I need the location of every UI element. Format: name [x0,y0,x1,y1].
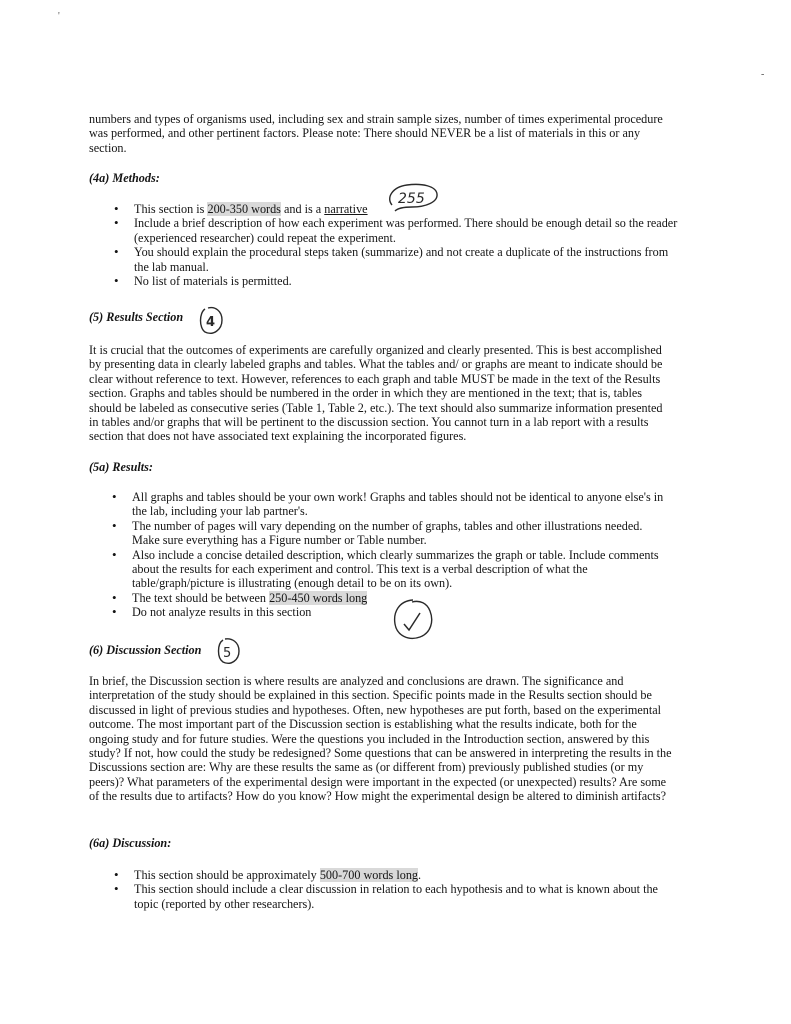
methods-bullet-3: • You should explain the procedural steps taken (summarize) and not create a duplicate of the instructions from the lab manual. [114,245,679,274]
results-bullet-1: • All graphs and tables should be your own work! Graphs and tables should not be identical to anyone else's in the lab, including your lab partner's. [112,490,667,519]
scan-speck: ' [58,11,60,22]
methods-bullet-list [114,202,679,288]
results-section-paragraph: It is crucial that the outcomes of experiments are carefully organized and clearly presented. This is best accomplished by presenting data in clearly labeled graphs and tables. What the tables and/ or graphs are meant to indicate should be clear without reference to text. However, references to each graph and table MUST be made in the text of the Results section. Graphs and tables should be numbered in the order in which they are mentioned in the text; that is, tables should be labeled as consecutive series (Table 1, Table 2, etc.). The text should also summarize information presented in tables and/or graphs that will be pertinent to the discussion section. You cannot turn in a lab report with a results section that does not have associated text explaining the incorporated figures. [89,343,663,444]
handwritten-5-annotation [214,636,242,666]
discussion-bullet-list [114,868,674,911]
methods-heading: (4a) Methods: [89,171,160,185]
handwritten-checkmark-circle [390,597,436,643]
results-section-heading: (5) Results Section [89,310,184,324]
discussion-subheading: (6a) Discussion: [89,836,172,850]
handwritten-4-annotation [197,304,225,336]
annotation-5-text: 5 [223,646,232,661]
word-count-highlight: 200-350 words [207,202,281,216]
word-count-highlight: 250-450 words long [269,590,368,605]
methods-bullet-1: • This section is 200-350 words and is a narrative [114,202,679,216]
results-bullet-3: • Also include a concise detailed description, which clearly summarizes the graph or table. Include comments about the results for each experiment and control. This text is a verbal description of what the table/graph/picture is illustrating (enough detail to be on its own). [112,548,667,591]
annotation-4-text: 4 [206,315,216,330]
results-bullet-2: • The number of pages will vary depending on the number of graphs, tables and other illustrations needed. Make sure everything has a Figure number or Table number. [112,519,667,548]
discussion-section-heading: (6) Discussion Section [89,643,202,657]
discussion-bullet-2: • This section should include a clear discussion in relation to each hypothesis and to what is known about the topic (reported by other researchers). [114,882,674,911]
results-bullet-4: • The text should be between 250-450 words long [112,591,667,605]
methods-bullet-2: • Include a brief description of how each experiment was performed. There should be enough detail so the reader (experienced researcher) could repeat the experiment. [114,216,679,245]
annotation-255-text: 255 [398,191,425,207]
discussion-section-paragraph: In brief, the Discussion section is where results are analyzed and conclusions are drawn. The significance and interpretation of the study should be explained in this section. Specific points made in the Results section should be discussed in light of previous studies and hypotheses. Often, new hypotheses are put forth, based on the experimental outcome. The most important part of the Discussion section is establishing what the results indicate, both for the ongoing study and for future studies. Were the questions you included in the Introduction section, answered by this study? If not, how could the study be redesigned? Some questions that can be answered in interpreting the results in the Discussions section are: Why are these results the same as (or different from) previously published studies (or my peers)? What parameters of the experimental design were important in the expected (or unexpected) results? Are some of the results due to artifacts? How do you know? How might the experimental design be altered to diminish artifacts? [89,674,672,804]
scan-speck: - [761,69,765,80]
intro-paragraph: numbers and types of organisms used, including sex and strain sample sizes, number of times experimental procedure was performed, and other pertinent factors. Please note: There should NEVER be a list of materials in this or any section. [89,112,663,155]
narrative-underlined: narrative [324,202,368,216]
results-bullet-5: • Do not analyze results in this section [112,605,667,619]
methods-bullet-4: • No list of materials is permitted. [114,274,679,288]
discussion-bullet-1: • This section should be approximately 500-700 words long. [114,868,674,882]
results-subheading: (5a) Results: [89,460,153,474]
word-count-highlight: 500-700 words long [319,868,419,882]
